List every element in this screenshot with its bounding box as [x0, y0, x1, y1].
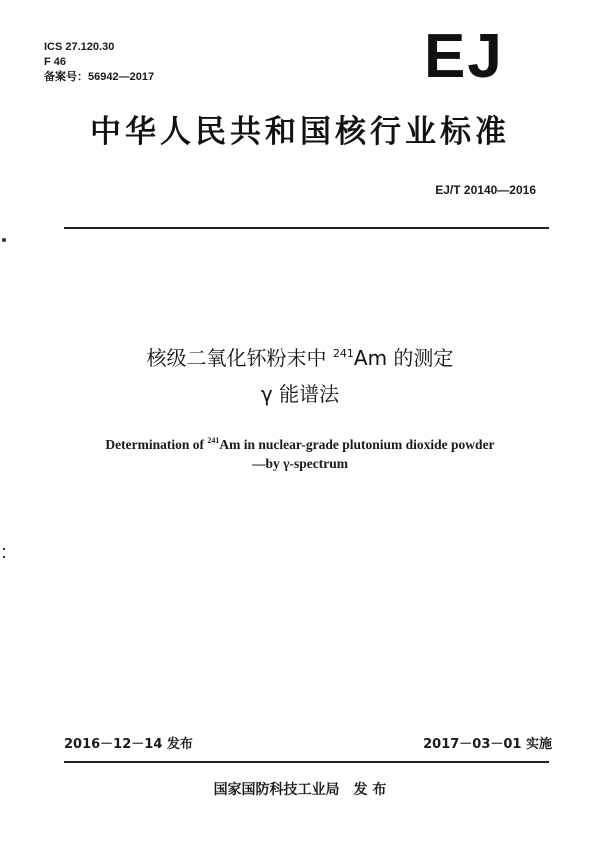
publisher: 国家国防科技工业局 发 布 — [213, 782, 387, 798]
english-title-superscript: 241 — [207, 436, 220, 445]
chinese-title-superscript: 241 — [332, 347, 354, 360]
footer-divider — [64, 761, 549, 763]
standard-category-title: 中华人民共和国核行业标准 — [90, 114, 510, 150]
chinese-title-part2: Am 的测定 — [353, 346, 454, 370]
scan-mark — [3, 556, 5, 558]
english-subtitle: —by γ-spectrum — [252, 456, 348, 471]
ej-logo: EJ — [424, 22, 504, 91]
english-title-part2: Am in nuclear-grade plutonium dioxide powder — [219, 437, 495, 452]
filing-number: 备案号：56942—2017 — [44, 71, 155, 83]
scan-mark — [3, 548, 5, 550]
chinese-title-part1: 核级二氧化钚粉末中 — [146, 346, 333, 370]
implementation-date: 2017－03－01 实施 — [423, 737, 552, 752]
ccs-code: F 46 — [44, 56, 67, 68]
classification-block — [44, 40, 154, 85]
english-title-part1: Determination of — [105, 437, 208, 452]
english-title — [0, 432, 600, 454]
chinese-title — [0, 342, 600, 370]
header-divider — [64, 227, 549, 229]
chinese-subtitle: γ 能谱法 — [260, 382, 340, 406]
standard-number: EJ/T 20140—2016 — [435, 183, 536, 197]
scan-mark — [2, 238, 6, 242]
ics-code: ICS 27.120.30 — [44, 41, 115, 53]
issue-date: 2016－12－14 发布 — [64, 737, 193, 752]
